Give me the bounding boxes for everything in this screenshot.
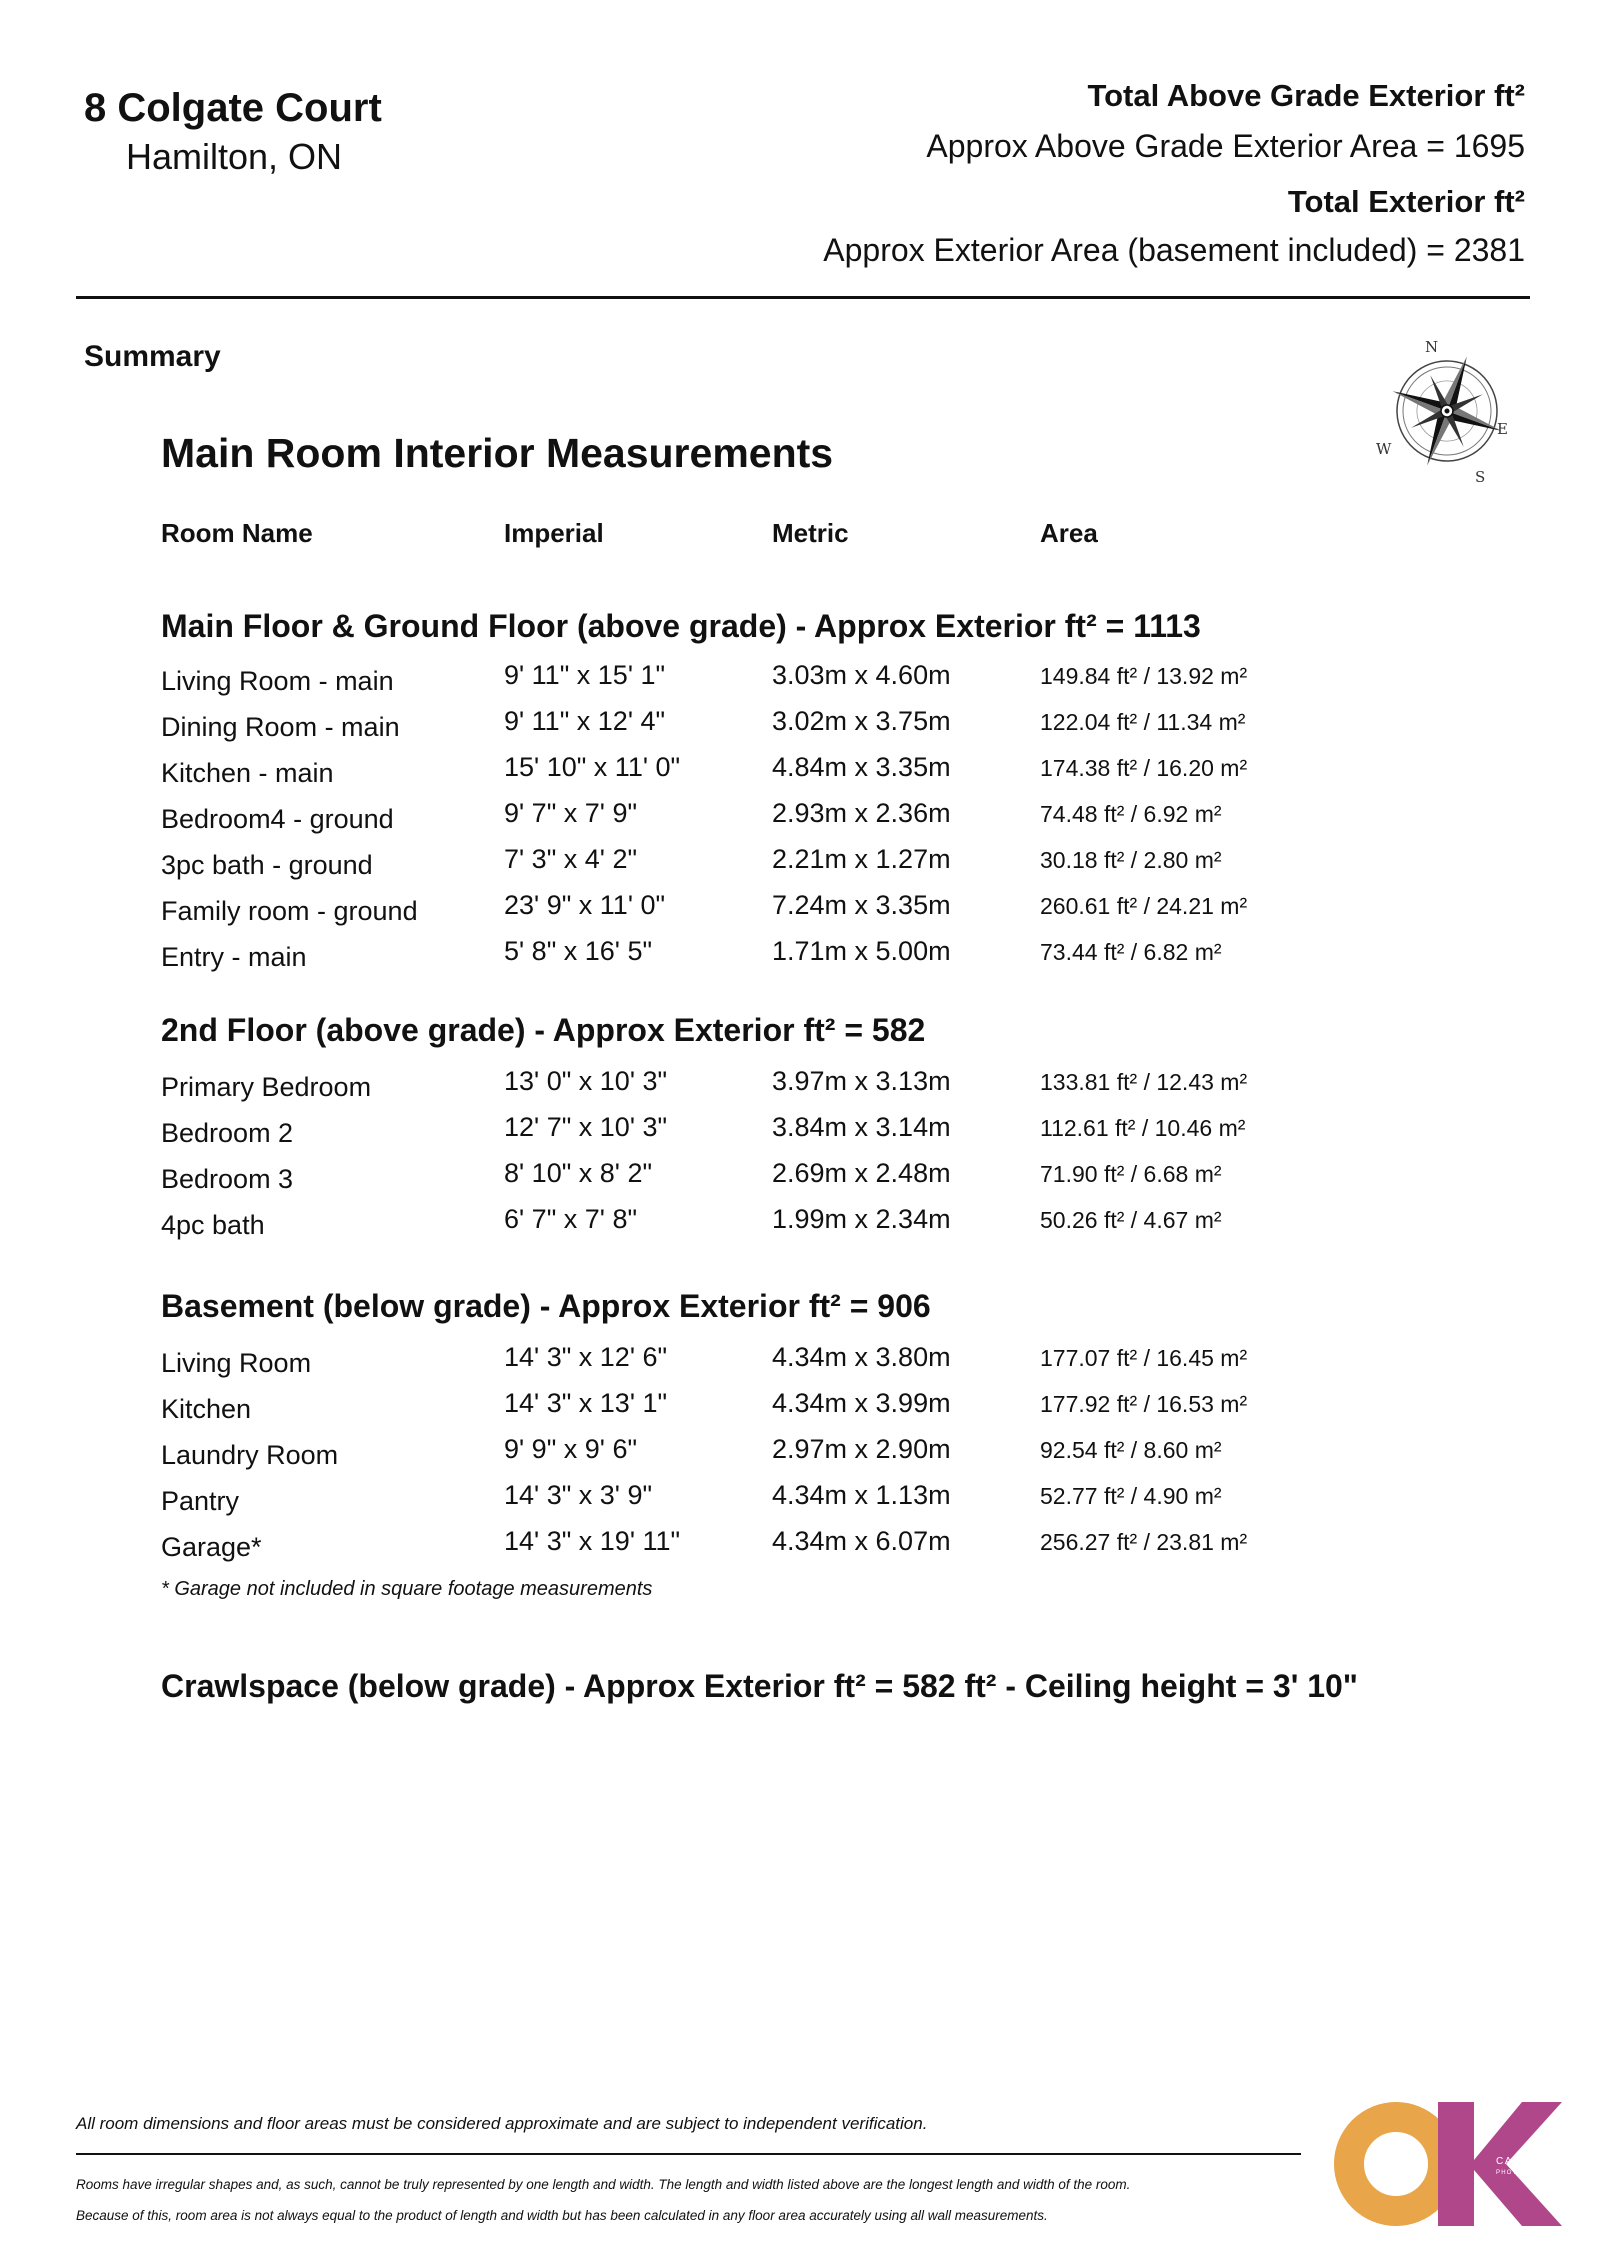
room-area: 92.54 ft² / 8.60 m² [1040,1437,1222,1463]
logo-subtext: PHOTOGRAPHY [1496,2170,1556,2176]
compass-e-label: E [1497,420,1508,438]
room-area: 177.07 ft² / 16.45 m² [1040,1345,1248,1371]
room-area: 177.92 ft² / 16.53 m² [1040,1391,1248,1417]
table-row [0,1204,1600,1250]
room-metric: 1.99m x 2.34m [772,1204,951,1234]
room-metric: 4.34m x 3.80m [772,1342,951,1372]
room-imperial: 8' 10" x 8' 2" [504,1158,653,1188]
room-metric: 4.34m x 1.13m [772,1480,951,1510]
room-area: 74.48 ft² / 6.92 m² [1040,801,1222,827]
room-metric: 2.69m x 2.48m [772,1158,951,1188]
room-metric: 3.02m x 3.75m [772,706,951,736]
section-title-2nd-floor: 2nd Floor (above grade) - Approx Exterior ft² = 582 [161,1012,926,1048]
room-metric: 3.84m x 3.14m [772,1112,951,1142]
room-imperial: 14' 3" x 3' 9" [504,1480,653,1510]
room-imperial: 13' 0" x 10' 3" [504,1066,668,1096]
room-area: 174.38 ft² / 16.20 m² [1040,755,1248,781]
main-title: Main Room Interior Measurements [161,430,834,476]
room-name: Primary Bedroom [161,1072,372,1102]
total-above-grade-value: Approx Above Grade Exterior Area = 1695 [926,128,1525,164]
room-name: Garage* [161,1532,262,1562]
property-address: 8 Colgate Court [84,86,382,130]
table-row [0,936,1600,982]
room-name: Bedroom 2 [161,1118,294,1148]
table-row [0,1388,1600,1434]
footer-disclaimer-irregular: Rooms have irregular shapes and, as such, cannot be truly represented by one length and width. The length and width listed above are the longest length and width of the room. [76,2177,1131,2192]
logo-k-stem [1438,2102,1474,2226]
summary-label: Summary [84,340,221,373]
room-metric: 7.24m x 3.35m [772,890,951,920]
room-area: 260.61 ft² / 24.21 m² [1040,893,1248,919]
compass-w-label: W [1376,440,1392,458]
room-area: 52.77 ft² / 4.90 m² [1040,1483,1222,1509]
section-title-basement: Basement (below grade) - Approx Exterior ft² = 906 [161,1288,931,1324]
room-area: 30.18 ft² / 2.80 m² [1040,847,1222,873]
table-row [0,844,1600,890]
room-imperial: 9' 7" x 7' 9" [504,798,638,828]
room-imperial: 9' 11" x 15' 1" [504,660,666,690]
garage-note: * Garage not included in square footage measurements [161,1578,653,1600]
room-area: 133.81 ft² / 12.43 m² [1040,1069,1248,1095]
table-row [0,1158,1600,1204]
column-header-area: Area [1040,518,1098,548]
cathy-koop-logo [1336,2098,1576,2230]
table-row [0,798,1600,844]
table-row [0,890,1600,936]
compass-n-label: N [1425,338,1439,356]
room-imperial: 6' 7" x 7' 8" [504,1204,638,1234]
room-name: Kitchen - main [161,758,334,788]
total-exterior-value: Approx Exterior Area (basement included) = 2381 [823,232,1525,268]
footer-disclaimer-area: Because of this, room area is not always equal to the product of length and width but has been calculated in any floor area accurately using all wall measurements. [76,2208,1048,2223]
room-area: 149.84 ft² / 13.92 m² [1040,663,1248,689]
table-row [0,706,1600,752]
table-row [0,1066,1600,1112]
room-imperial: 14' 3" x 13' 1" [504,1388,668,1418]
total-exterior-label: Total Exterior ft² [1287,184,1525,219]
room-name: Living Room - main [161,666,394,696]
room-metric: 4.34m x 3.99m [772,1388,951,1418]
room-metric: 4.34m x 6.07m [772,1526,951,1556]
column-header-room-name: Room Name [161,518,313,548]
footer-disclaimer-approximate: All room dimensions and floor areas must be considered approximate and are subject to independent verification. [76,2114,928,2133]
room-area: 73.44 ft² / 6.82 m² [1040,939,1222,965]
room-imperial: 9' 9" x 9' 6" [504,1434,638,1464]
table-row [0,660,1600,706]
room-name: Pantry [161,1486,240,1516]
logo-o-shape [1349,2117,1443,2211]
room-name: Bedroom 3 [161,1164,294,1194]
room-area: 50.26 ft² / 4.67 m² [1040,1207,1222,1233]
room-metric: 3.03m x 4.60m [772,660,951,690]
property-city: Hamilton, ON [126,136,343,177]
header-divider [76,296,1530,299]
table-row [0,1526,1600,1572]
room-name: Living Room [161,1348,312,1378]
room-imperial: 14' 3" x 19' 11" [504,1526,681,1556]
room-metric: 2.97m x 2.90m [772,1434,951,1464]
room-area: 71.90 ft² / 6.68 m² [1040,1161,1222,1187]
table-row [0,1112,1600,1158]
room-area: 112.61 ft² / 10.46 m² [1040,1115,1246,1141]
total-above-grade-label: Total Above Grade Exterior ft² [1087,78,1525,113]
table-row [0,1434,1600,1480]
room-metric: 1.71m x 5.00m [772,936,951,966]
room-metric: 2.93m x 2.36m [772,798,951,828]
room-name: 4pc bath [161,1210,265,1240]
column-header-imperial: Imperial [504,518,604,548]
table-row [0,1342,1600,1388]
room-metric: 4.84m x 3.35m [772,752,951,782]
logo-text: CATHY KOOP [1496,2156,1576,2167]
room-metric: 3.97m x 3.13m [772,1066,951,1096]
room-name: Entry - main [161,942,307,972]
room-imperial: 14' 3" x 12' 6" [504,1342,668,1372]
room-imperial: 23' 9" x 11' 0" [504,890,666,920]
column-header-metric: Metric [772,518,849,548]
room-name: Kitchen [161,1394,252,1424]
room-metric: 2.21m x 1.27m [772,844,951,874]
room-name: 3pc bath - ground [161,850,373,880]
table-row [0,1480,1600,1526]
room-imperial: 5' 8" x 16' 5" [504,936,653,966]
room-name: Laundry Room [161,1440,339,1470]
compass-icon [1365,336,1508,486]
room-area: 256.27 ft² / 23.81 m² [1040,1529,1248,1555]
room-imperial: 15' 10" x 11' 0" [504,752,681,782]
room-imperial: 12' 7" x 10' 3" [504,1112,668,1142]
room-name: Bedroom4 - ground [161,804,394,834]
table-row [0,752,1600,798]
section-title-main-floor: Main Floor & Ground Floor (above grade) - Approx Exterior ft² = 1113 [161,608,1201,644]
footer-divider [76,2153,1301,2155]
room-area: 122.04 ft² / 11.34 m² [1040,709,1246,735]
room-name: Dining Room - main [161,712,400,742]
room-name: Family room - ground [161,896,418,926]
compass-s-label: S [1475,468,1486,486]
room-imperial: 7' 3" x 4' 2" [504,844,638,874]
crawlspace-summary: Crawlspace (below grade) - Approx Exterior ft² = 582 ft² - Ceiling height = 3' 10" [161,1668,1358,1704]
room-imperial: 9' 11" x 12' 4" [504,706,666,736]
